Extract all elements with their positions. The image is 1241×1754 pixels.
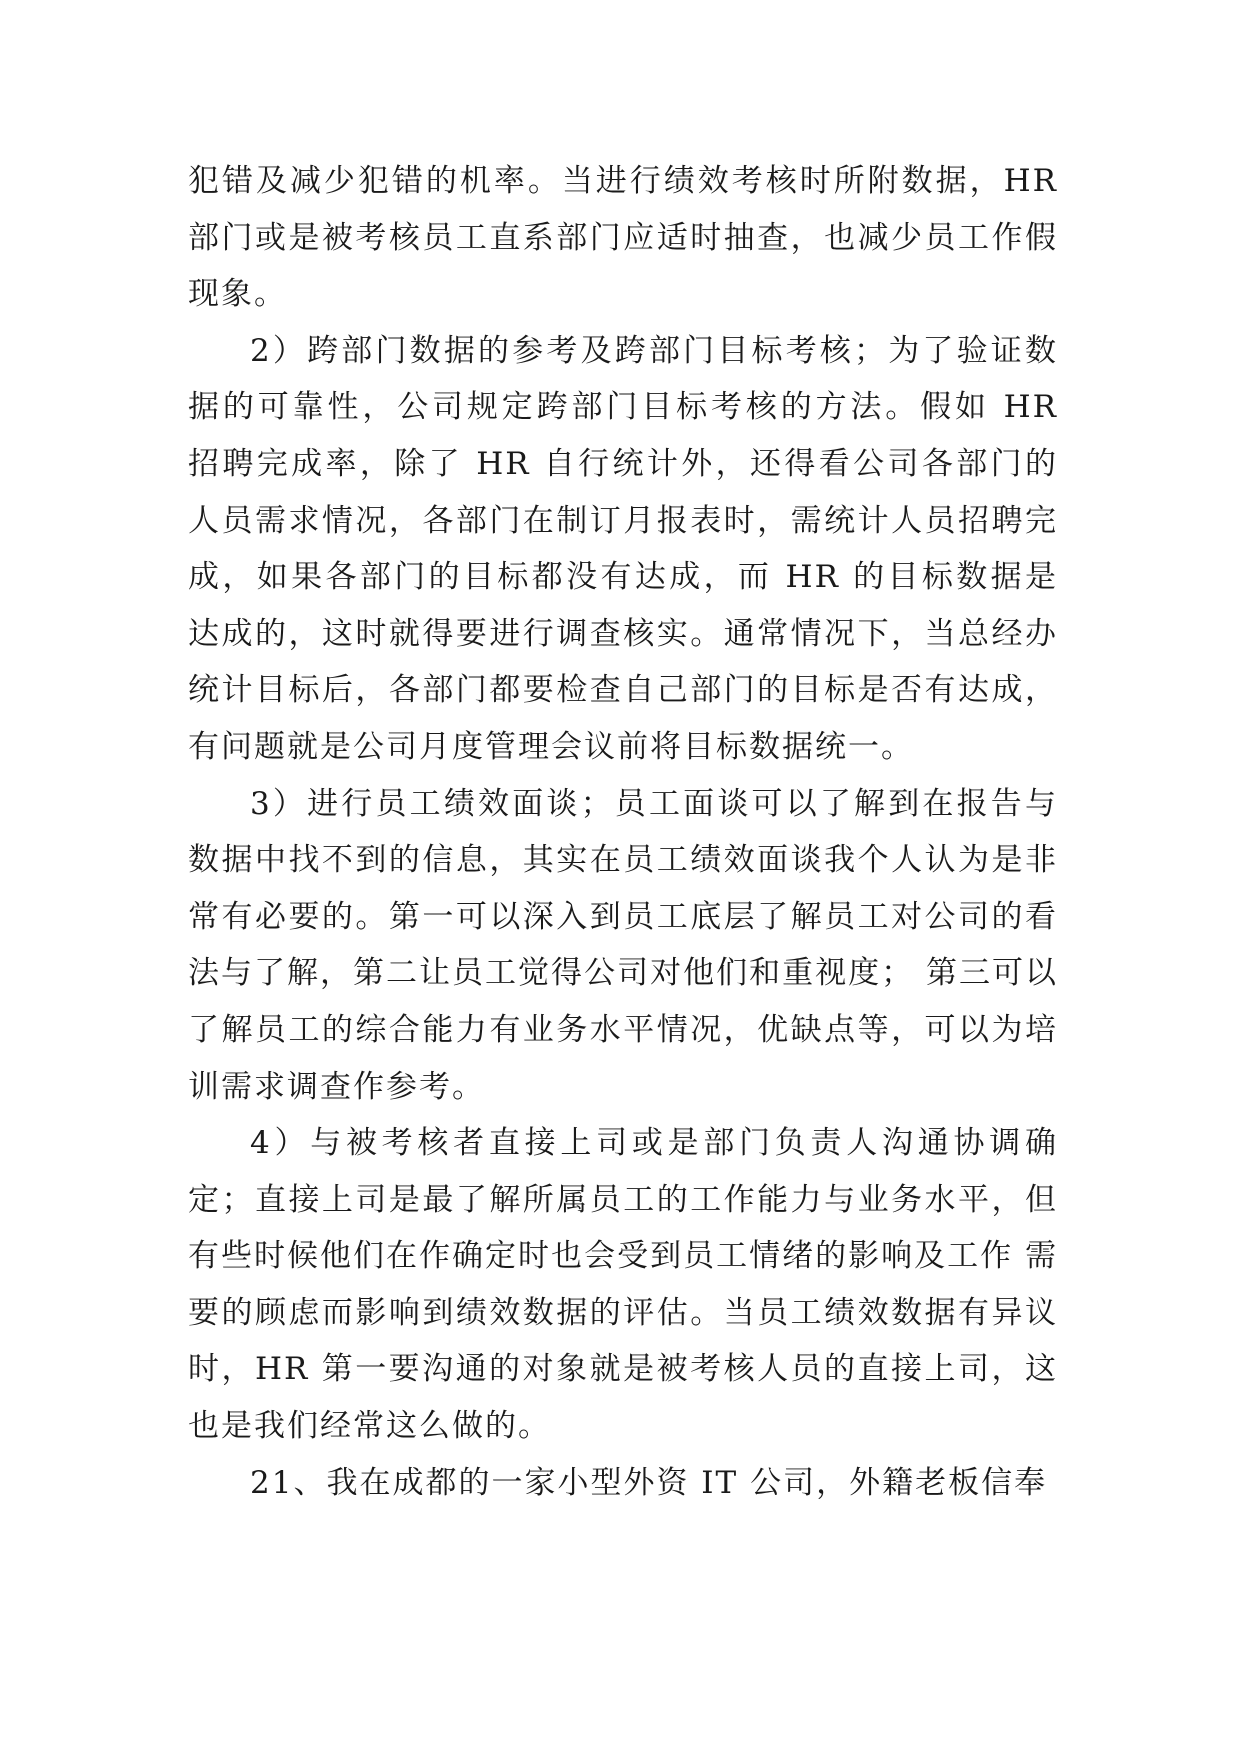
paragraph-4: 4）与被考核者直接上司或是部门负责人沟通协调确定；直接上司是最了解所属员工的工作能力与业务水平，但有些时候他们在作确定时也会受到员工情绪的影响及工作 需要的顾虑而影响到绩效数据的评估。当员工绩效数据有异议时，HR 第一要沟通的对象就是被考核人员的直接上司，这也是我们经常这么做的。	[188, 1125, 1058, 1445]
paragraph-5: 21、我在成都的一家小型外资 IT 公司，外籍老板信奉	[250, 1464, 1048, 1501]
paragraph-2: 2）跨部门数据的参考及跨部门目标考核；为了验证数据的可靠性，公司规定跨部门目标考核的方法。假如 HR 招聘完成率，除了 HR 自行统计外，还得看公司各部门的人员需求情况，各部门在制订月报表时，需统计人员招聘完成，如果各部门的目标都没有达成，而 HR 的目标数据是达成的，这时就得要进行调查核实。通常情况下，当总经办统计目标后，各部门都要检查自己部门的目标是否有达成，有问题就是公司月度管理会议前将目标数据统一。	[188, 332, 1058, 765]
paragraph-1: 犯错及减少犯错的机率。当进行绩效考核时所附数据，HR 部门或是被考核员工直系部门应适时抽查，也减少员工作假现象。	[188, 163, 1058, 313]
document-body	[188, 153, 1058, 1511]
paragraph-3: 3）进行员工绩效面谈；员工面谈可以了解到在报告与数据中找不到的信息，其实在员工绩效面谈我个人认为是非常有必要的。第一可以深入到员工底层了解员工对公司的看法与了解，第二让员工觉得公司对他们和重视度； 第三可以了解员工的综合能力有业务水平情况，优缺点等，可以为培训需求调查作参考。	[188, 785, 1058, 1105]
